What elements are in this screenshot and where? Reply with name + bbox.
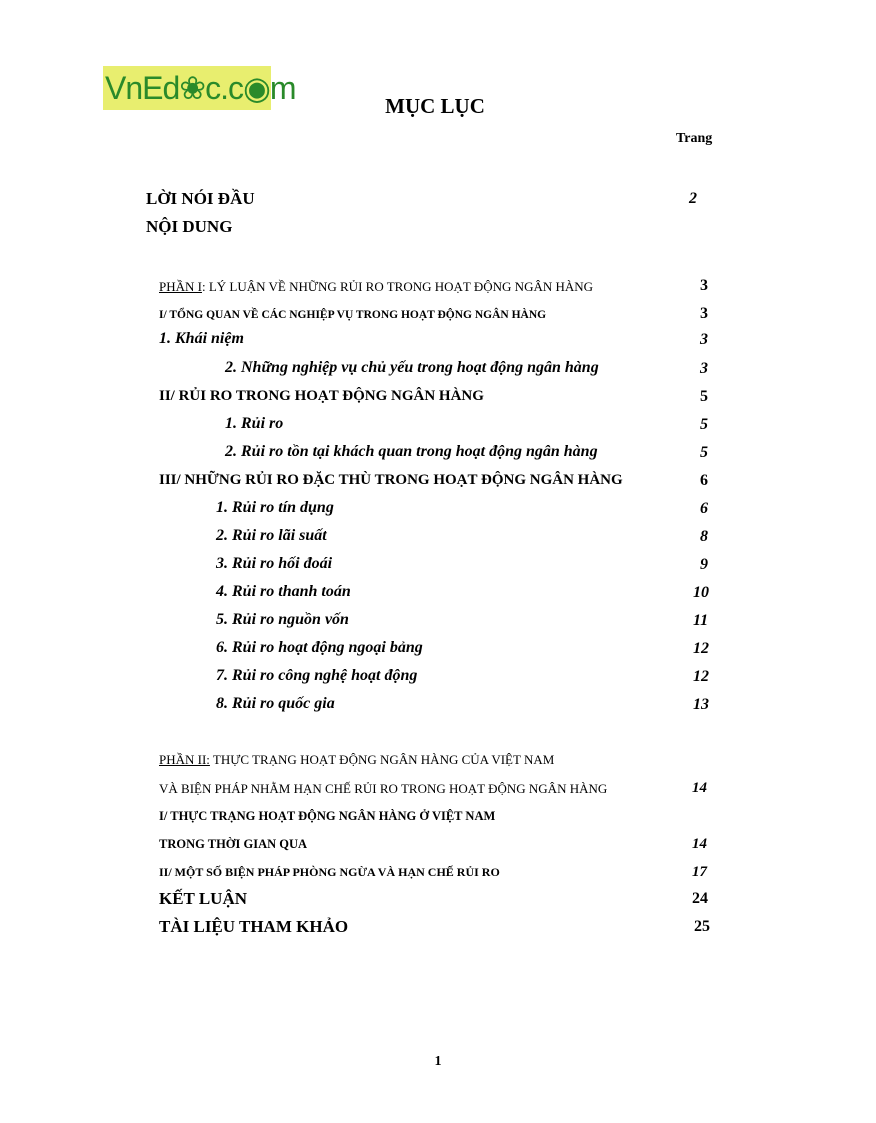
toc-entry-conclusion[interactable]: KẾT LUẬN: [159, 889, 248, 908]
toc-entry-3-4[interactable]: 4. Rủi ro thanh toán: [216, 583, 351, 600]
part-1-prefix: PHẦN I: [159, 279, 202, 294]
toc-entry-foreword[interactable]: LỜI NÓI ĐẦU: [146, 189, 255, 208]
toc-page-3-5: 11: [693, 612, 709, 629]
toc-entry-1-1[interactable]: 1. Khái niệm: [159, 330, 244, 347]
toc-page-3-2: 8: [700, 528, 708, 545]
toc-entry-3-2[interactable]: 2. Rủi ro lãi suất: [216, 527, 327, 544]
toc-page-part-1: 3: [700, 277, 708, 294]
toc-page-section-1: 3: [700, 305, 708, 322]
toc-page-3-4: 10: [693, 584, 709, 601]
toc-page-section-ii-1: 14: [692, 836, 707, 852]
toc-page-part-2: 14: [692, 780, 707, 796]
page-column-header: Trang: [676, 131, 713, 146]
toc-entry-section-ii-1[interactable]: I/ THỰC TRẠNG HOẠT ĐỘNG NGÂN HÀNG Ở VIỆT NAM: [159, 809, 496, 823]
page-number: 1: [434, 1054, 442, 1069]
toc-page-2-1: 5: [700, 416, 708, 433]
toc-entry-3-8[interactable]: 8. Rủi ro quốc gia: [216, 695, 335, 712]
toc-page-references: 25: [694, 918, 710, 935]
toc-entry-part-2[interactable]: PHẦN II: THỰC TRẠNG HOẠT ĐỘNG NGÂN HÀNG CỦA VIỆT NAM: [159, 752, 555, 767]
toc-entry-content[interactable]: NỘI DUNG: [146, 217, 233, 236]
toc-entry-2-2[interactable]: 2. Rủi ro tồn tại khách quan trong hoạt động ngân hàng: [225, 443, 598, 460]
vnedoc-logo: VnEd❀c.c◉m: [103, 66, 271, 110]
toc-entry-references[interactable]: TÀI LIỆU THAM KHẢO: [159, 917, 349, 936]
toc-entry-section-2[interactable]: II/ RỦI RO TRONG HOẠT ĐỘNG NGÂN HÀNG: [159, 388, 484, 404]
toc-entry-part-1[interactable]: PHẦN I: LÝ LUẬN VỀ NHỮNG RỦI RO TRONG HOẠT ĐỘNG NGÂN HÀNG: [159, 279, 594, 294]
toc-page-3-3: 9: [700, 556, 708, 573]
toc-entry-section-ii-2[interactable]: II/ MỘT SỐ BIỆN PHÁP PHÒNG NGỪA VÀ HẠN CHẾ RỦI RO: [159, 865, 500, 879]
toc-page-3-7: 12: [693, 668, 709, 685]
toc-entry-1-2[interactable]: 2. Những nghiệp vụ chủ yếu trong hoạt động ngân hàng: [225, 359, 599, 376]
toc-page-1-1: 3: [700, 331, 708, 348]
toc-entry-2-1[interactable]: 1. Rủi ro: [225, 415, 284, 432]
toc-page-section-ii-2: 17: [692, 864, 707, 880]
toc-entry-3-6[interactable]: 6. Rủi ro hoạt động ngoại bảng: [216, 639, 423, 656]
toc-page-foreword: 2: [689, 190, 697, 207]
toc-page-conclusion: 24: [692, 890, 708, 907]
page-title: MỤC LỤC: [385, 94, 485, 118]
toc-entry-3-3[interactable]: 3. Rủi ro hối đoái: [216, 555, 333, 572]
toc-page-2-2: 5: [700, 444, 708, 461]
toc-page-section-2: 5: [700, 388, 708, 405]
toc-page-3-6: 12: [693, 640, 709, 657]
toc-page-1-2: 3: [700, 360, 708, 377]
part-2-prefix: PHẦN II:: [159, 752, 210, 767]
toc-entry-3-7[interactable]: 7. Rủi ro công nghệ hoạt động: [216, 667, 418, 684]
toc-entry-section-ii-1-cont[interactable]: TRONG THỜI GIAN QUA: [159, 837, 308, 851]
toc-entry-section-1[interactable]: I/ TỔNG QUAN VỀ CÁC NGHIỆP VỤ TRONG HOẠT ĐỘNG NGÂN HÀNG: [159, 309, 547, 321]
toc-entry-part-2-cont[interactable]: VÀ BIỆN PHÁP NHẰM HẠN CHẾ RỦI RO TRONG HOẠT ĐỘNG NGÂN HÀNG: [159, 781, 608, 796]
toc-entry-section-3[interactable]: III/ NHỮNG RỦI RO ĐẶC THÙ TRONG HOẠT ĐỘNG NGÂN HÀNG: [159, 472, 623, 488]
toc-page-3-1: 6: [700, 500, 708, 517]
toc-page-section-3: 6: [700, 472, 708, 489]
toc-entry-3-1[interactable]: 1. Rủi ro tín dụng: [216, 499, 334, 516]
toc-entry-3-5[interactable]: 5. Rủi ro nguồn vốn: [216, 611, 349, 628]
toc-page-3-8: 13: [693, 696, 709, 713]
